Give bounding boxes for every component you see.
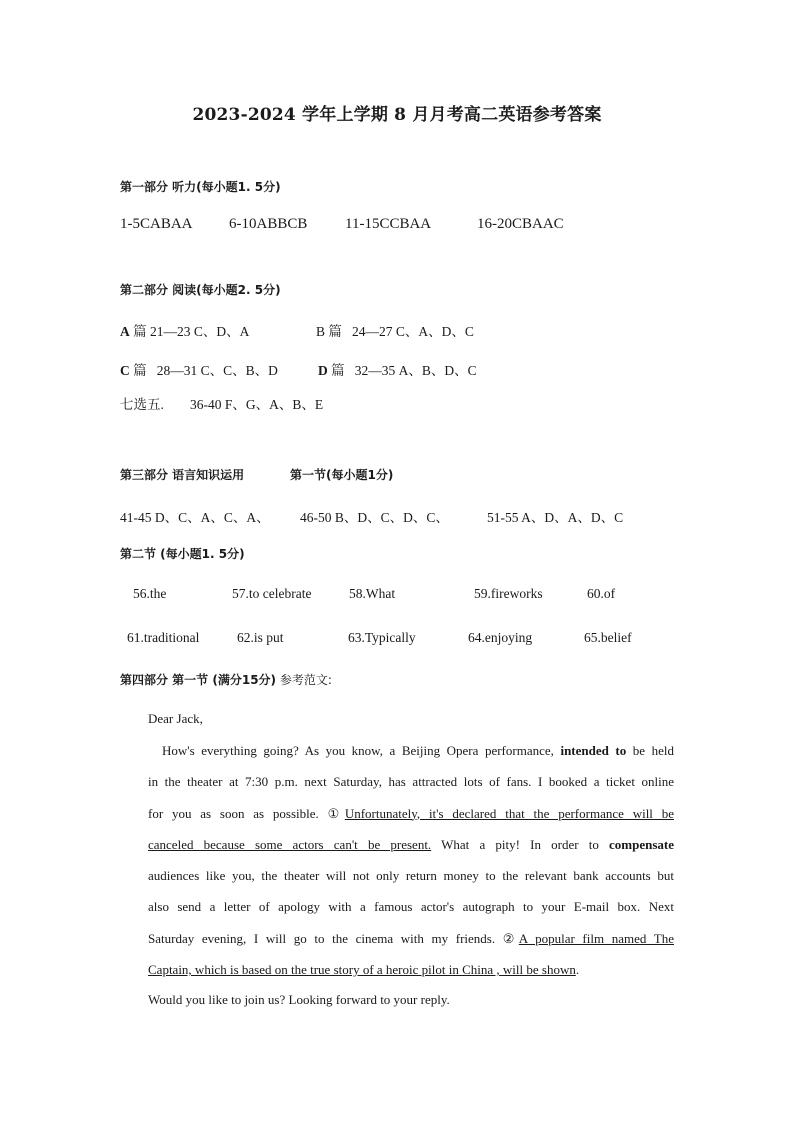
part1-heading: 第一部分 听力(每小题1. 5分) [120, 180, 281, 194]
passage-a-answers: 21—23 C、D、A [150, 324, 250, 339]
grammar-answer-60: 60.of [587, 586, 616, 601]
part3-section1-heading: 第一节(每小题1分) [290, 468, 394, 482]
passage-a-row [120, 320, 249, 340]
grammar-answer-56: 56.the [133, 586, 167, 601]
highlight-sentence-2a: A popular film named The [518, 930, 674, 946]
part2-heading: 第二部分 阅读(每小题2. 5分) [120, 283, 281, 297]
letter-line-7 [148, 923, 674, 954]
passage-c-suffix: 篇 [133, 363, 147, 378]
highlight-sentence-2b: Captain, which is based on the true story of a heroic pilot in China , will be shown [148, 962, 576, 978]
passage-c-label: C [120, 363, 130, 378]
passage-d-label: D [318, 363, 328, 378]
letter-line-6: also send a letter of apology with a famous actor's autograph to your E-mail box. Next [148, 899, 674, 915]
grammar-answer-65: 65.belief [584, 630, 632, 645]
letter-line-4 [148, 829, 674, 860]
letter-line-5: audiences like you, the theater will not only return money to the relevant bank accounts but [148, 868, 674, 884]
highlight-sentence-1b: canceled because some actors can't be present. [148, 836, 432, 852]
part1-answers-3: 11-15CCBAA [345, 216, 432, 232]
part3-heading: 第三部分 语言知识运用 [120, 468, 245, 482]
letter-line-2: in the theater at 7:30 p.m. next Saturday, has attracted lots of fans. I booked a ticket online [148, 774, 674, 790]
part4-heading [120, 671, 332, 688]
letter-body [148, 735, 674, 985]
letter-closing: Would you like to join us? Looking forward to your reply. [148, 992, 450, 1007]
grammar-answer-59: 59.fireworks [474, 586, 543, 601]
passage-d-suffix: 篇 [331, 363, 345, 378]
grammar-answer-58: 58.What [349, 586, 396, 601]
passage-c-row [120, 359, 278, 379]
grammar-answer-64: 64.enjoying [468, 630, 533, 645]
page-title: 2023-2024 学年上学期 8 月月考高二英语参考答案 [192, 105, 602, 125]
part1-answers-2: 6-10ABBCB [229, 216, 308, 232]
qixuanwu-label: 七选五. [120, 397, 164, 412]
letter-line-3 [148, 798, 674, 829]
letter-line-8-end: . [575, 962, 580, 978]
passage-d-row [318, 359, 477, 379]
phrase-compensate: compensate [609, 836, 675, 852]
highlight-sentence-1a: Unfortunately, it's declared that the performance will be [344, 805, 674, 821]
part4-heading-normal: 参考范文: [276, 673, 332, 687]
part1-answers-1: 1-5CABAA [120, 216, 193, 232]
passage-b-answers: 24—27 C、A、D、C [352, 324, 474, 339]
grammar-answer-61: 61.traditional [127, 630, 200, 645]
passage-a-label: A [120, 324, 130, 339]
part1-answers-4: 16-20CBAAC [477, 216, 564, 232]
part3-section2-heading: 第二节 (每小题1. 5分) [120, 547, 245, 561]
passage-b-label: B [316, 324, 326, 339]
passage-a-suffix: 篇 [133, 324, 147, 339]
grammar-answer-63: 63.Typically [348, 630, 416, 645]
cloze-answers-3: 51-55 A、D、A、D、C [487, 510, 624, 525]
cloze-answers-1: 41-45 D、C、A、C、A、 [120, 510, 270, 525]
cloze-answers-2: 46-50 B、D、C、D、C、 [300, 510, 449, 525]
grammar-answer-57: 57.to celebrate [232, 586, 312, 601]
passage-b-suffix: 篇 [328, 324, 342, 339]
letter-line-8 [148, 954, 674, 985]
part4-heading-bold: 第四部分 第一节 (满分15分) [120, 673, 277, 687]
letter-line-7-text: Saturday evening, I will go to the cinema with my friends. ② [148, 930, 519, 946]
letter-line-1-end: be held [626, 743, 675, 758]
letter-line-4-text: What a pity! In order to [431, 836, 610, 852]
letter-line-1 [148, 735, 674, 766]
passage-c-answers: 28—31 C、C、B、D [156, 363, 278, 378]
letter-line-1-text: How's everything going? As you know, a Beijing Opera performance, [162, 743, 561, 758]
qixuanwu-answers: 36-40 F、G、A、B、E [190, 397, 324, 412]
letter-salutation: Dear Jack, [148, 711, 203, 726]
grammar-answer-62: 62.is put [237, 630, 284, 645]
passage-b-row [316, 320, 474, 340]
passage-d-answers: 32—35 A、B、D、C [354, 363, 477, 378]
letter-line-3-text: for you as soon as possible. ① [148, 805, 345, 821]
phrase-intended-to: intended to [560, 743, 627, 758]
